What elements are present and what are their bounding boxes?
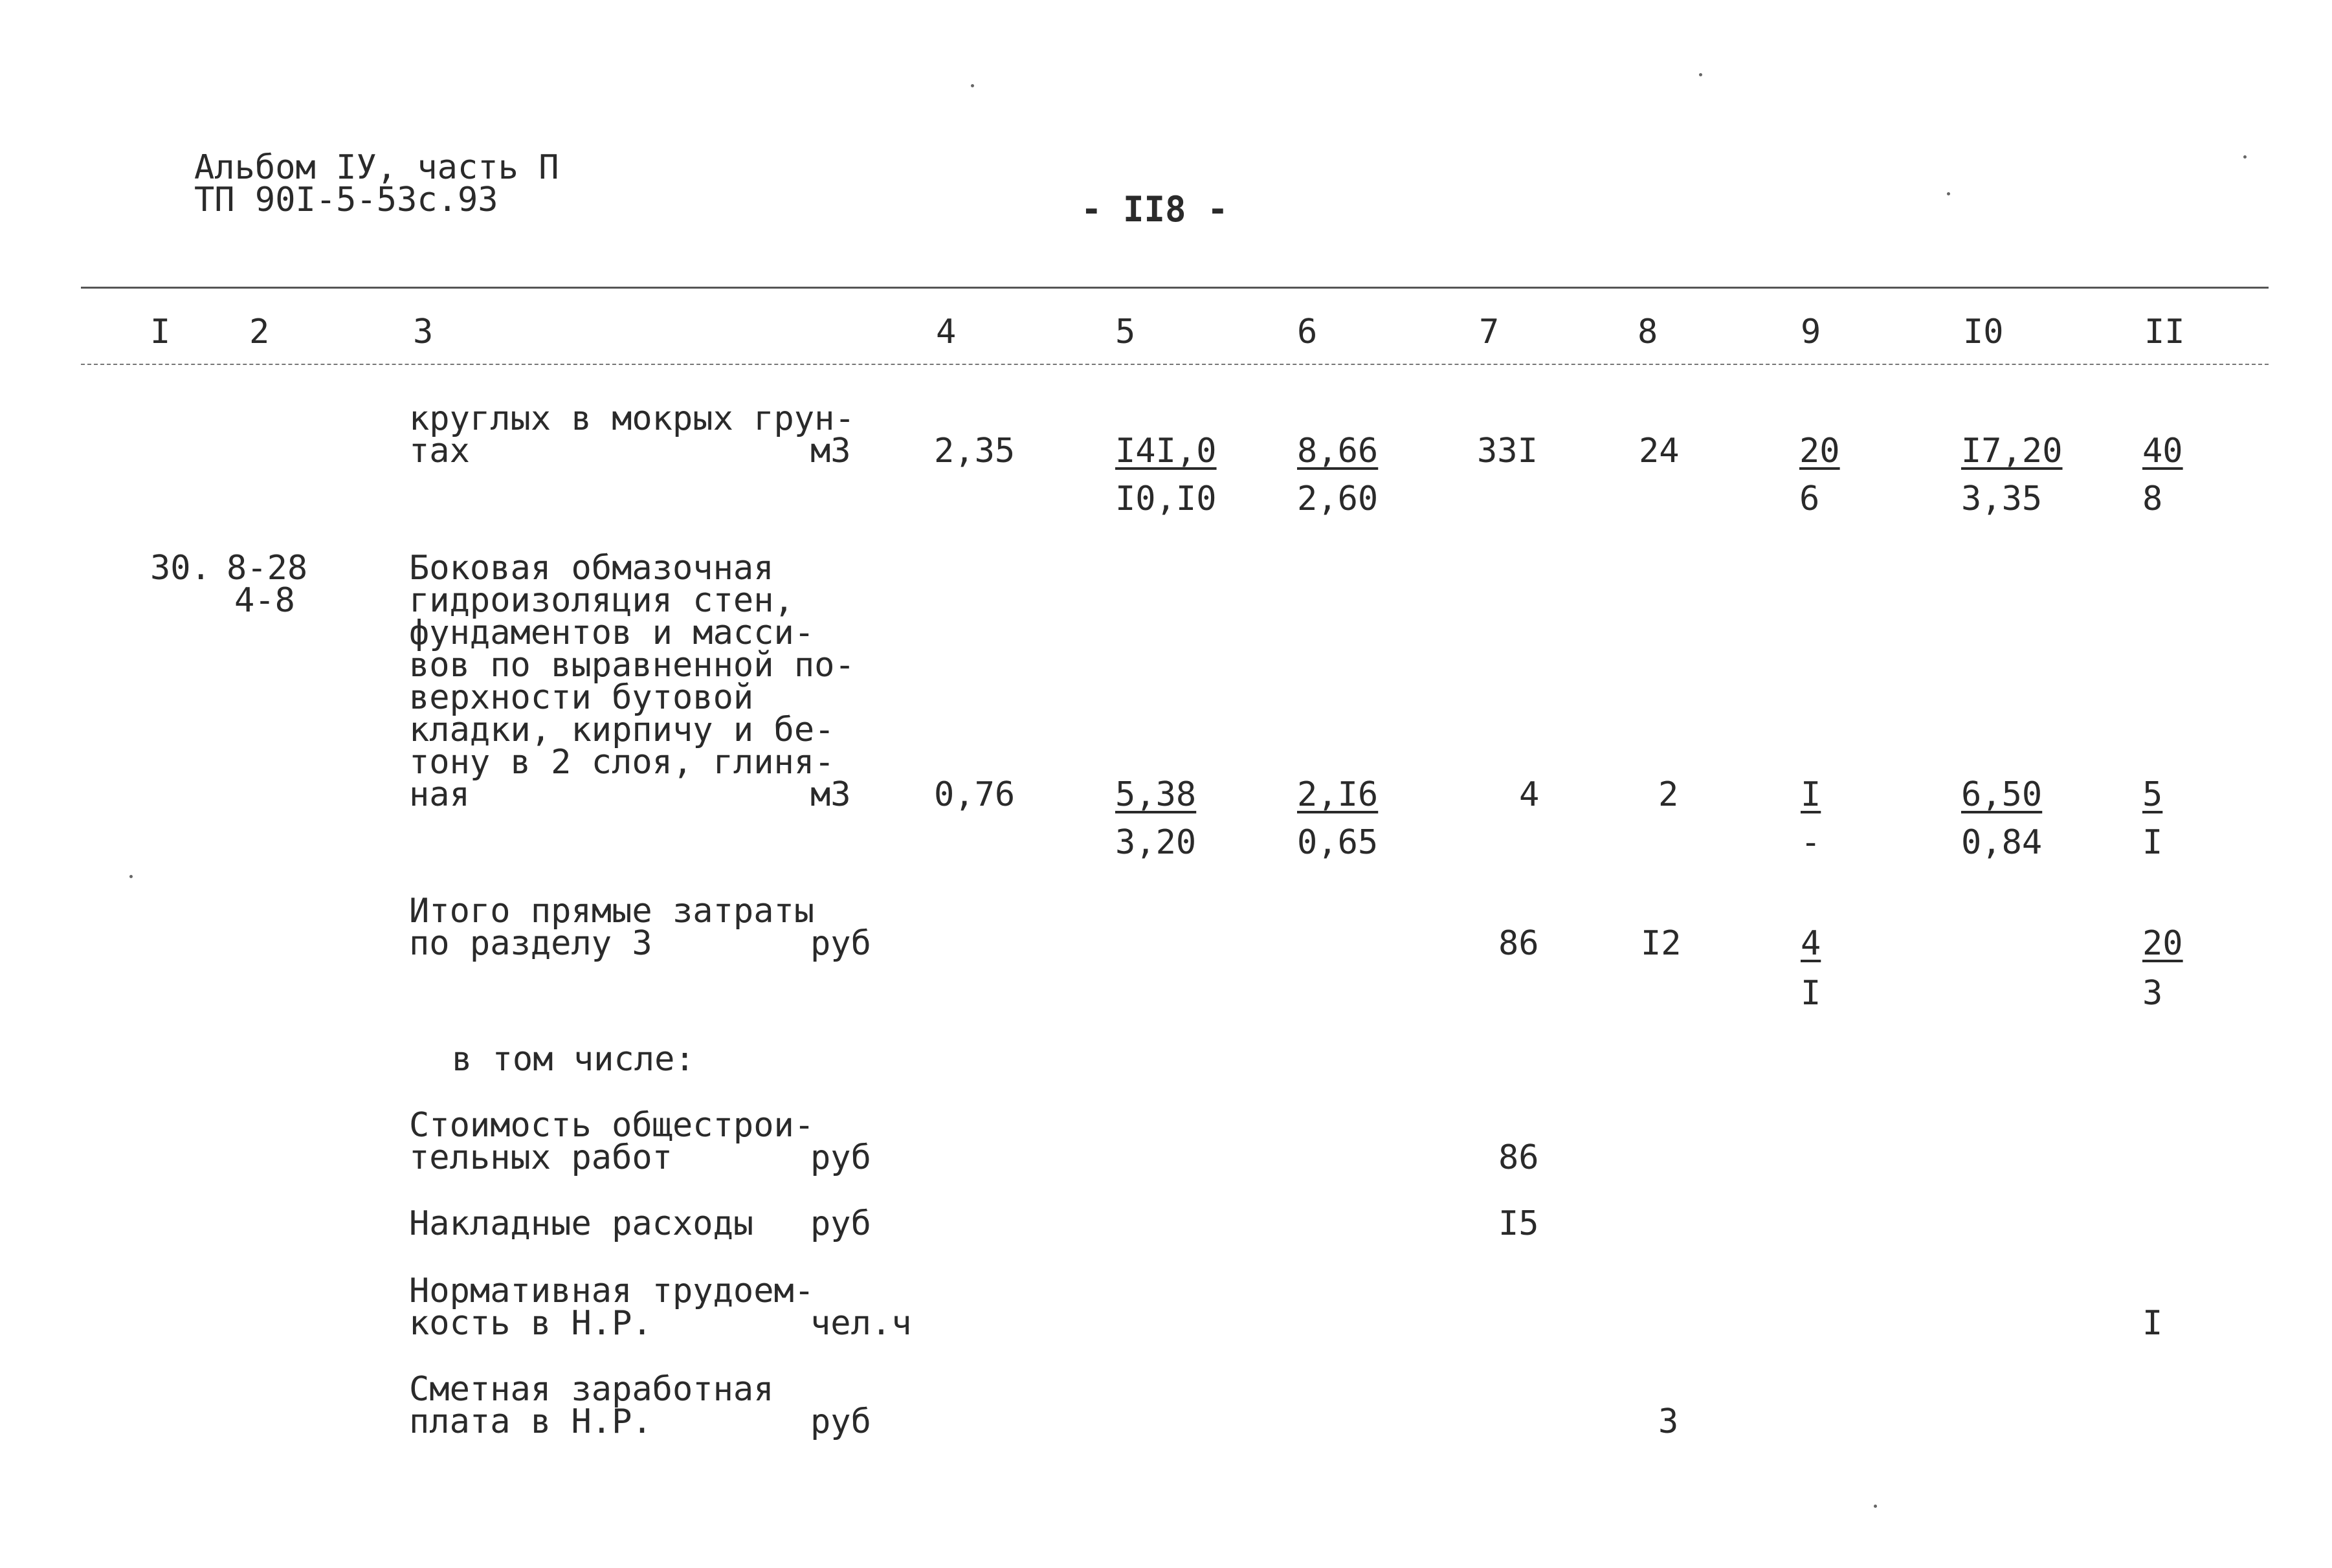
- cell-col5-top: 5,38: [1115, 775, 1197, 814]
- row-description: кладки, кирпичу и бе-: [409, 711, 835, 749]
- breakdown-col8: 3: [1658, 1402, 1679, 1441]
- breakdown-col11: I: [2142, 1304, 2163, 1343]
- col-header: I0: [1963, 313, 2004, 351]
- totals-col11-bottom: 3: [2142, 974, 2163, 1013]
- row-description: тах: [409, 432, 470, 470]
- cell-col9-top: I: [1801, 775, 1821, 814]
- col-header: II: [2144, 313, 2185, 351]
- row-description: ная: [409, 775, 470, 814]
- breakdown-description: тельных работ: [409, 1138, 672, 1177]
- breakdown-col7: 86: [1498, 1138, 1539, 1177]
- row-description: круглых в мокрых грун-: [409, 399, 855, 438]
- cell-col11-bottom: 8: [2142, 480, 2163, 518]
- cell-col9-bottom: -: [1801, 823, 1821, 862]
- col-header: 8: [1638, 313, 1658, 351]
- cell-col6-bottom: 2,60: [1297, 480, 1379, 518]
- cell-col5-bottom: I0,I0: [1115, 480, 1217, 518]
- totals-col7: 86: [1498, 924, 1539, 963]
- totals-col9-top: 4: [1801, 924, 1821, 963]
- totals-col9-bottom: I: [1801, 974, 1821, 1013]
- scan-speck: [971, 84, 974, 87]
- col-header: 9: [1801, 313, 1821, 351]
- table-top-rule: [81, 287, 2269, 289]
- totals-description: Итого прямые затраты: [409, 892, 815, 931]
- row-description: тону в 2 слоя, глиня-: [409, 743, 835, 782]
- breakdown-description: Нормативная трудоем-: [409, 1272, 815, 1310]
- cell-col11-bottom: I: [2142, 823, 2163, 862]
- breakdown-description: кость в Н.Р.: [409, 1304, 652, 1343]
- cell-col9-top: 20: [1799, 432, 1840, 470]
- breakdown-unit: руб: [810, 1138, 871, 1177]
- row-unit: м3: [810, 775, 851, 814]
- cell-col6-top: 2,I6: [1297, 775, 1379, 814]
- scan-speck: [1947, 192, 1950, 195]
- totals-description: по разделу 3: [409, 924, 652, 963]
- breakdown-description: плата в Н.Р.: [409, 1402, 652, 1441]
- cell-col9-bottom: 6: [1799, 480, 1820, 518]
- col-header: 4: [936, 313, 957, 351]
- including-label: в том числе:: [452, 1040, 695, 1079]
- totals-col8: I2: [1641, 924, 1682, 963]
- project-code: ТП 90I-5-53с.93: [194, 181, 498, 219]
- row-number: 30.: [150, 549, 211, 588]
- breakdown-description: Накладные расходы: [409, 1204, 754, 1243]
- header-bottom-rule: [81, 364, 2269, 365]
- col-header: 3: [413, 313, 434, 351]
- col-header: 2: [249, 313, 270, 351]
- cell-col8: 2: [1658, 775, 1679, 814]
- cell-col10-bottom: 0,84: [1961, 823, 2043, 862]
- row-description: Боковая обмазочная: [409, 549, 774, 588]
- breakdown-unit: руб: [810, 1402, 871, 1441]
- scan-speck: [1699, 73, 1702, 76]
- col-header: I: [150, 313, 171, 351]
- scan-speck: [1874, 1505, 1877, 1508]
- page-number: - II8 -: [1081, 189, 1228, 230]
- row-description: вов по выравненной по-: [409, 646, 855, 685]
- album-label: Альбом IУ, часть П: [194, 148, 559, 187]
- breakdown-unit: чел.ч: [810, 1304, 912, 1343]
- cell-col5-top: I4I,0: [1115, 432, 1217, 470]
- scan-speck: [2243, 155, 2247, 159]
- scan-speck: [129, 875, 133, 878]
- breakdown-description: Стоимость общестрои-: [409, 1106, 815, 1145]
- cell-col8: 24: [1639, 432, 1680, 470]
- breakdown-unit: руб: [810, 1204, 871, 1243]
- cell-col4: 2,35: [934, 432, 1016, 470]
- cell-col10-bottom: 3,35: [1961, 480, 2043, 518]
- row-description: фундаментов и масси-: [409, 613, 815, 652]
- cell-col10-top: I7,20: [1961, 432, 2063, 470]
- cell-col7: 33I: [1477, 432, 1538, 470]
- cell-col11-top: 5: [2142, 775, 2163, 814]
- row-description: верхности бутовой: [409, 678, 754, 717]
- cell-col6-bottom: 0,65: [1297, 823, 1379, 862]
- totals-unit: руб: [810, 924, 871, 963]
- cell-col5-bottom: 3,20: [1115, 823, 1197, 862]
- col-header: 6: [1297, 313, 1318, 351]
- row-code: 4-8: [234, 581, 295, 620]
- cell-col10-top: 6,50: [1961, 775, 2043, 814]
- breakdown-description: Сметная заработная: [409, 1370, 774, 1409]
- col-header: 5: [1115, 313, 1136, 351]
- col-header: 7: [1479, 313, 1500, 351]
- row-unit: м3: [810, 432, 851, 470]
- totals-col11-top: 20: [2142, 924, 2183, 963]
- breakdown-col7: I5: [1498, 1204, 1539, 1243]
- cell-col11-top: 40: [2142, 432, 2183, 470]
- cell-col7: 4: [1519, 775, 1540, 814]
- cell-col6-top: 8,66: [1297, 432, 1379, 470]
- row-code: 8-28: [227, 549, 308, 588]
- cell-col4: 0,76: [934, 775, 1016, 814]
- row-description: гидроизоляция стен,: [409, 581, 794, 620]
